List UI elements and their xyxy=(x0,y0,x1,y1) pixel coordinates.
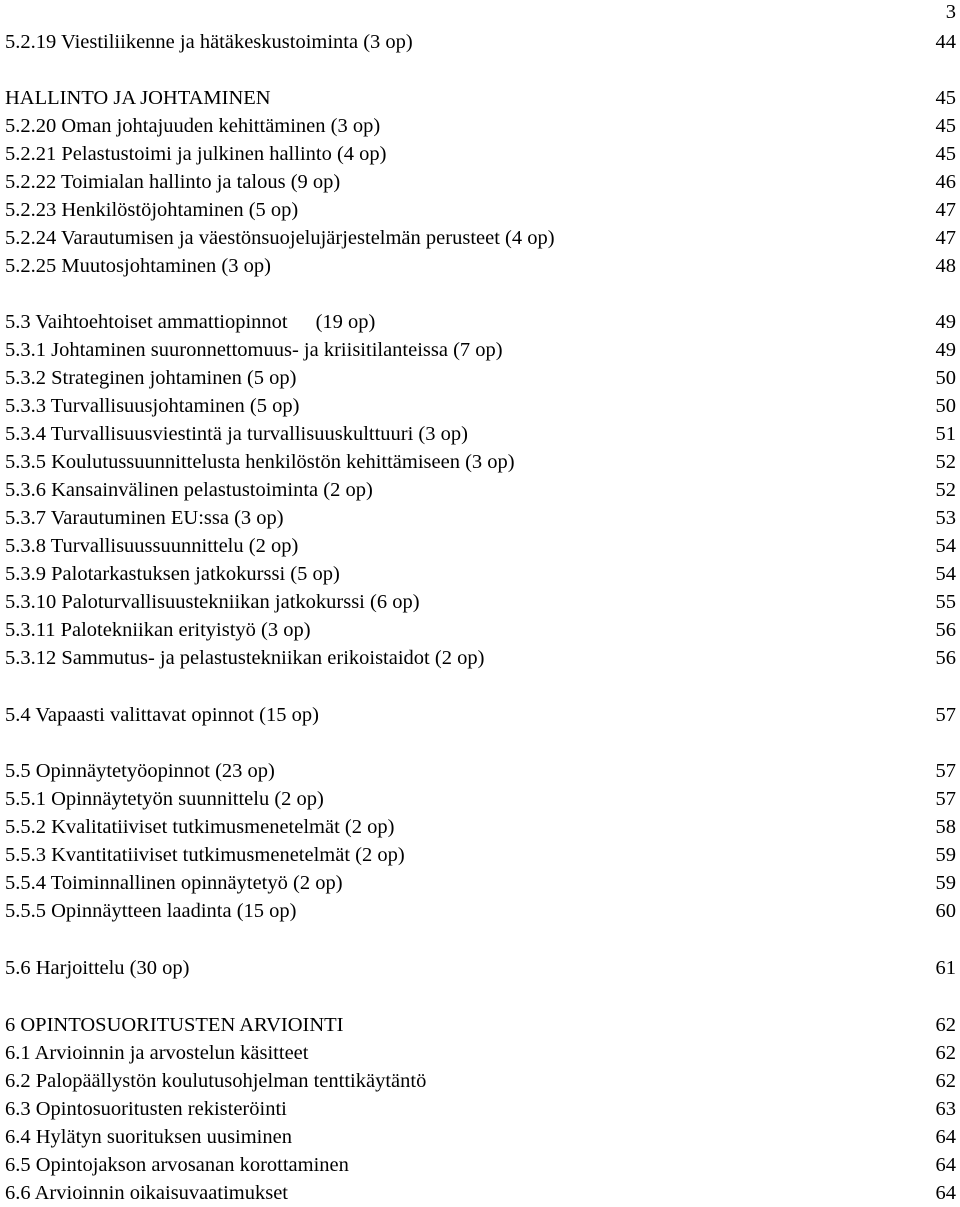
toc-entry-page: 62 xyxy=(935,1070,956,1092)
toc-entry-title: 6 OPINTOSUORITUSTEN ARVIOINTI xyxy=(5,1014,344,1036)
toc-entry[interactable] xyxy=(5,140,956,168)
toc-entry[interactable] xyxy=(5,897,956,925)
toc-entry-title: 5.3.11 Palotekniikan erityistyö (3 op) xyxy=(5,619,311,641)
toc-entry[interactable] xyxy=(5,28,956,56)
toc-entry[interactable] xyxy=(5,420,956,448)
toc-entry-page: 55 xyxy=(935,591,956,613)
toc-entry-title: 6.6 Arvioinnin oikaisuvaatimukset xyxy=(5,1182,288,1204)
toc-entry-page: 57 xyxy=(935,760,956,782)
toc-entry[interactable] xyxy=(5,701,956,729)
toc-entry-page: 58 xyxy=(935,816,956,838)
toc-entry-page: 64 xyxy=(935,1126,956,1148)
toc-entry-page: 52 xyxy=(935,451,956,473)
toc-entry-page: 49 xyxy=(935,339,956,361)
toc-entry-title xyxy=(5,308,375,336)
toc-entry-title: 5.2.19 Viestiliikenne ja hätäkeskustoiminta (3 op) xyxy=(5,31,413,53)
toc-entry-page: 44 xyxy=(935,31,956,53)
toc-entry[interactable] xyxy=(5,84,956,112)
toc-entry-title: 5.2.25 Muutosjohtaminen (3 op) xyxy=(5,255,271,277)
toc-entry-page: 54 xyxy=(935,563,956,585)
toc-entry-title: 6.4 Hylätyn suorituksen uusiminen xyxy=(5,1126,292,1148)
toc-entry-page: 62 xyxy=(935,1042,956,1064)
toc-entry[interactable] xyxy=(5,1179,956,1207)
toc-entry-title: 5.3.8 Turvallisuussuunnittelu (2 op) xyxy=(5,535,299,557)
toc-entry-page: 53 xyxy=(935,507,956,529)
toc-entry-title: 5.2.22 Toimialan hallinto ja talous (9 op) xyxy=(5,171,341,193)
toc-entry-page: 59 xyxy=(935,844,956,866)
toc-entry[interactable] xyxy=(5,1067,956,1095)
toc-entry[interactable] xyxy=(5,364,956,392)
toc-entry-title: 5.5.1 Opinnäytetyön suunnittelu (2 op) xyxy=(5,788,324,810)
toc-entry-page: 49 xyxy=(935,311,956,333)
toc-entry-title: 5.3.2 Strateginen johtaminen (5 op) xyxy=(5,367,297,389)
toc-entry[interactable] xyxy=(5,1095,956,1123)
toc-entry-page: 50 xyxy=(935,367,956,389)
page-number: 3 xyxy=(945,1,956,23)
toc-entry[interactable] xyxy=(5,616,956,644)
toc-entry[interactable] xyxy=(5,1039,956,1067)
toc-entry[interactable] xyxy=(5,392,956,420)
toc-entry-page: 52 xyxy=(935,479,956,501)
toc-entry-title: 5.2.21 Pelastustoimi ja julkinen hallinto (4 op) xyxy=(5,143,387,165)
toc-entry-title: 5.5.4 Toiminnallinen opinnäytetyö (2 op) xyxy=(5,872,343,894)
toc-entry-title: 5.2.20 Oman johtajuuden kehittäminen (3 op) xyxy=(5,115,381,137)
toc-entry[interactable] xyxy=(5,1151,956,1179)
toc-entry-title: 6.5 Opintojakson arvosanan korottaminen xyxy=(5,1154,349,1176)
toc-entry-page: 57 xyxy=(935,788,956,810)
toc-entry-title: HALLINTO JA JOHTAMINEN xyxy=(5,87,271,109)
toc-entry-page: 50 xyxy=(935,395,956,417)
toc-entry-title: 5.3.7 Varautuminen EU:ssa (3 op) xyxy=(5,507,284,529)
toc-entry[interactable] xyxy=(5,785,956,813)
toc-entry[interactable] xyxy=(5,532,956,560)
toc-entry-page: 54 xyxy=(935,535,956,557)
toc-entry-title: 5.5.2 Kvalitatiiviset tutkimusmenetelmät (2 op) xyxy=(5,816,395,838)
toc-entry[interactable] xyxy=(5,224,956,252)
toc-entry-title: 5.5 Opinnäytetyöopinnot (23 op) xyxy=(5,760,275,782)
toc-entry[interactable] xyxy=(5,644,956,672)
toc-entry[interactable] xyxy=(5,448,956,476)
toc-entry-page: 51 xyxy=(935,423,956,445)
toc-entry-page: 47 xyxy=(935,227,956,249)
toc-entry-title: 6.1 Arvioinnin ja arvostelun käsitteet xyxy=(5,1042,309,1064)
toc-entry-page: 63 xyxy=(935,1098,956,1120)
toc-entry-title: 6.2 Palopäällystön koulutusohjelman tenttikäytäntö xyxy=(5,1070,427,1092)
toc-entry-title: 5.3.6 Kansainvälinen pelastustoiminta (2 op) xyxy=(5,479,373,501)
toc-entry-page: 48 xyxy=(935,255,956,277)
toc-entry-page: 64 xyxy=(935,1154,956,1176)
toc-entry[interactable] xyxy=(5,336,956,364)
toc-entry-title-credits: (19 op) xyxy=(315,311,376,333)
toc-entry-page: 45 xyxy=(935,115,956,137)
toc-entry[interactable] xyxy=(5,476,956,504)
toc-entry-page: 61 xyxy=(935,957,956,979)
toc-entry-title: 5.2.24 Varautumisen ja väestönsuojelujärjestelmän perusteet (4 op) xyxy=(5,227,555,249)
toc-entry[interactable] xyxy=(5,196,956,224)
toc-entry-title: 5.3.5 Koulutussuunnittelusta henkilöstön kehittämiseen (3 op) xyxy=(5,451,515,473)
toc-entry-title: 5.3.10 Paloturvallisuustekniikan jatkokurssi (6 op) xyxy=(5,591,420,613)
toc-entry-title: 5.3.3 Turvallisuusjohtaminen (5 op) xyxy=(5,395,300,417)
toc-entry[interactable] xyxy=(5,813,956,841)
toc-entry[interactable] xyxy=(5,841,956,869)
toc-entry-page: 60 xyxy=(935,900,956,922)
toc-entry-title: 5.3.12 Sammutus- ja pelastustekniikan erikoistaidot (2 op) xyxy=(5,647,485,669)
toc-entry[interactable] xyxy=(5,308,956,336)
toc-entry[interactable] xyxy=(5,504,956,532)
toc-entry-title: 5.3.9 Palotarkastuksen jatkokurssi (5 op) xyxy=(5,563,340,585)
toc-entry-page: 56 xyxy=(935,647,956,669)
toc-entry-title: 5.4 Vapaasti valittavat opinnot (15 op) xyxy=(5,704,319,726)
toc-entry[interactable] xyxy=(5,757,956,785)
toc-entry-page: 45 xyxy=(935,87,956,109)
toc-entry[interactable] xyxy=(5,954,956,982)
toc-entry-title-main: 5.3 Vaihtoehtoiset ammattiopinnot xyxy=(5,311,288,333)
toc-entry[interactable] xyxy=(5,560,956,588)
toc-entry-title: 5.5.3 Kvantitatiiviset tutkimusmenetelmät (2 op) xyxy=(5,844,405,866)
toc-entry-page: 46 xyxy=(935,171,956,193)
toc-entry[interactable] xyxy=(5,1123,956,1151)
toc-entry[interactable] xyxy=(5,869,956,897)
toc-entry-page: 62 xyxy=(935,1014,956,1036)
toc-entry[interactable] xyxy=(5,1011,956,1039)
toc-entry[interactable] xyxy=(5,168,956,196)
toc-entry-title: 5.3.4 Turvallisuusviestintä ja turvallisuuskulttuuri (3 op) xyxy=(5,423,468,445)
toc-entry-title: 5.5.5 Opinnäytteen laadinta (15 op) xyxy=(5,900,297,922)
toc-entry-page: 47 xyxy=(935,199,956,221)
toc-entry-page: 56 xyxy=(935,619,956,641)
toc-entry-page: 64 xyxy=(935,1182,956,1204)
toc-entry-title: 5.2.23 Henkilöstöjohtaminen (5 op) xyxy=(5,199,299,221)
toc-entry-title: 5.3.1 Johtaminen suuronnettomuus- ja kriisitilanteissa (7 op) xyxy=(5,339,503,361)
toc-entry-page: 45 xyxy=(935,143,956,165)
toc-entry-title: 5.6 Harjoittelu (30 op) xyxy=(5,957,190,979)
toc-entry[interactable] xyxy=(5,588,956,616)
toc-entry-title: 6.3 Opintosuoritusten rekisteröinti xyxy=(5,1098,287,1120)
toc-entry[interactable] xyxy=(5,252,956,280)
toc-entry-page: 57 xyxy=(935,704,956,726)
toc-entry[interactable] xyxy=(5,112,956,140)
toc-entry-page: 59 xyxy=(935,872,956,894)
